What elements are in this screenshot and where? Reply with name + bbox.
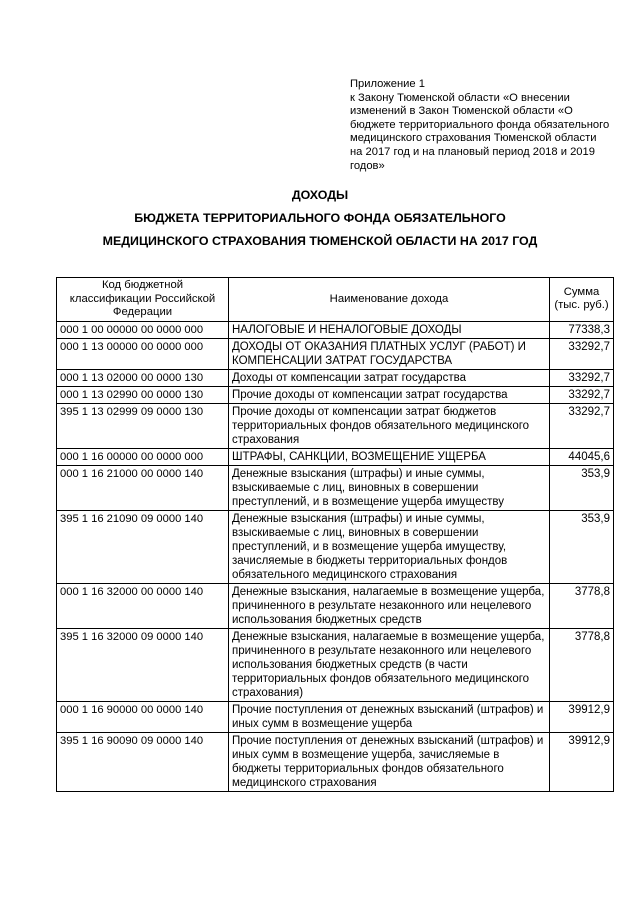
code-cell: 000 1 13 02990 00 0000 130 bbox=[57, 386, 229, 403]
name-cell: ШТРАФЫ, САНКЦИИ, ВОЗМЕЩЕНИЕ УЩЕРБА bbox=[229, 448, 550, 465]
document-subtitle-line-1: БЮДЖЕТА ТЕРРИТОРИАЛЬНОГО ФОНДА ОБЯЗАТЕЛЬНОГО bbox=[134, 211, 506, 225]
header-name: Наименование дохода bbox=[229, 278, 550, 322]
code-cell: 000 1 16 90000 00 0000 140 bbox=[57, 701, 229, 732]
name-cell: Доходы от компенсации затрат государства bbox=[229, 369, 550, 386]
name-cell: ДОХОДЫ ОТ ОКАЗАНИЯ ПЛАТНЫХ УСЛУГ (РАБОТ) И КОМПЕНСАЦИИ ЗАТРАТ ГОСУДАРСТВА bbox=[229, 338, 550, 369]
sum-cell: 33292,7 bbox=[550, 369, 614, 386]
table-row bbox=[57, 465, 614, 510]
sum-cell: 353,9 bbox=[550, 465, 614, 510]
document-title: ДОХОДЫ bbox=[291, 188, 349, 202]
code-cell: 000 1 13 02000 00 0000 130 bbox=[57, 369, 229, 386]
sum-cell: 353,9 bbox=[550, 510, 614, 583]
appendix-note: Приложение 1 к Закону Тюменской области «О внесении изменений в Закон Тюменской области «О бюджете территориального фонда обязательного медицинского страхования Тюменской области на 2017 год и на плановый период 2018 и 2019 годов» bbox=[350, 78, 610, 172]
name-cell: Денежные взыскания, налагаемые в возмещение ущерба, причиненного в результате незаконного или нецелевого использования бюджетных средств bbox=[229, 583, 550, 628]
name-cell: Денежные взыскания (штрафы) и иные суммы, взыскиваемые с лиц, виновных в совершении преступлений, и в возмещение ущерба имуществу bbox=[229, 465, 550, 510]
table-row bbox=[57, 338, 614, 369]
sum-cell: 44045,6 bbox=[550, 448, 614, 465]
sum-cell: 33292,7 bbox=[550, 338, 614, 369]
name-cell: НАЛОГОВЫЕ И НЕНАЛОГОВЫЕ ДОХОДЫ bbox=[229, 321, 550, 338]
table-row bbox=[57, 583, 614, 628]
sum-cell: 3778,8 bbox=[550, 583, 614, 628]
code-cell: 000 1 00 00000 00 0000 000 bbox=[57, 321, 229, 338]
code-cell: 395 1 16 21090 09 0000 140 bbox=[57, 510, 229, 583]
table-header-row bbox=[57, 278, 614, 322]
sum-cell: 3778,8 bbox=[550, 628, 614, 701]
name-cell: Прочие доходы от компенсации затрат бюджетов территориальных фондов обязательного медицинского страхования bbox=[229, 403, 550, 448]
header-sum: Сумма (тыс. руб.) bbox=[550, 278, 614, 322]
table-row bbox=[57, 448, 614, 465]
code-cell: 000 1 16 32000 00 0000 140 bbox=[57, 583, 229, 628]
name-cell: Прочие поступления от денежных взысканий (штрафов) и иных сумм в возмещение ущерба bbox=[229, 701, 550, 732]
table-row bbox=[57, 321, 614, 338]
sum-cell: 39912,9 bbox=[550, 732, 614, 791]
sum-cell: 33292,7 bbox=[550, 403, 614, 448]
sum-cell: 77338,3 bbox=[550, 321, 614, 338]
table-row bbox=[57, 386, 614, 403]
code-cell: 395 1 16 32000 09 0000 140 bbox=[57, 628, 229, 701]
code-cell: 000 1 16 00000 00 0000 000 bbox=[57, 448, 229, 465]
table-row bbox=[57, 732, 614, 791]
sum-cell: 39912,9 bbox=[550, 701, 614, 732]
table-row bbox=[57, 403, 614, 448]
table-row bbox=[57, 628, 614, 701]
header-code: Код бюджетной классификации Российской Федерации bbox=[57, 278, 229, 322]
sum-cell: 33292,7 bbox=[550, 386, 614, 403]
name-cell: Денежные взыскания, налагаемые в возмещение ущерба, причиненного в результате незаконного или нецелевого использования бюджетных средств (в части территориальных фондов обязательного медицинского страхования) bbox=[229, 628, 550, 701]
table-row bbox=[57, 701, 614, 732]
name-cell: Денежные взыскания (штрафы) и иные суммы, взыскиваемые с лиц, виновных в совершении преступлений, и в возмещение ущерба имуществу, зачисляемые в бюджеты территориальных фондов обязательного медицинского страхования bbox=[229, 510, 550, 583]
table-row bbox=[57, 510, 614, 583]
name-cell: Прочие поступления от денежных взысканий (штрафов) и иных сумм в возмещение ущерба, зачисляемые в бюджеты территориальных фондов обязательного медицинского страхования bbox=[229, 732, 550, 791]
code-cell: 000 1 13 00000 00 0000 000 bbox=[57, 338, 229, 369]
code-cell: 395 1 13 02999 09 0000 130 bbox=[57, 403, 229, 448]
income-table bbox=[56, 277, 614, 792]
document-subtitle-line-2: МЕДИЦИНСКОГО СТРАХОВАНИЯ ТЮМЕНСКОЙ ОБЛАСТИ НА 2017 ГОД bbox=[102, 234, 538, 248]
table-row bbox=[57, 369, 614, 386]
code-cell: 000 1 16 21000 00 0000 140 bbox=[57, 465, 229, 510]
name-cell: Прочие доходы от компенсации затрат государства bbox=[229, 386, 550, 403]
code-cell: 395 1 16 90090 09 0000 140 bbox=[57, 732, 229, 791]
